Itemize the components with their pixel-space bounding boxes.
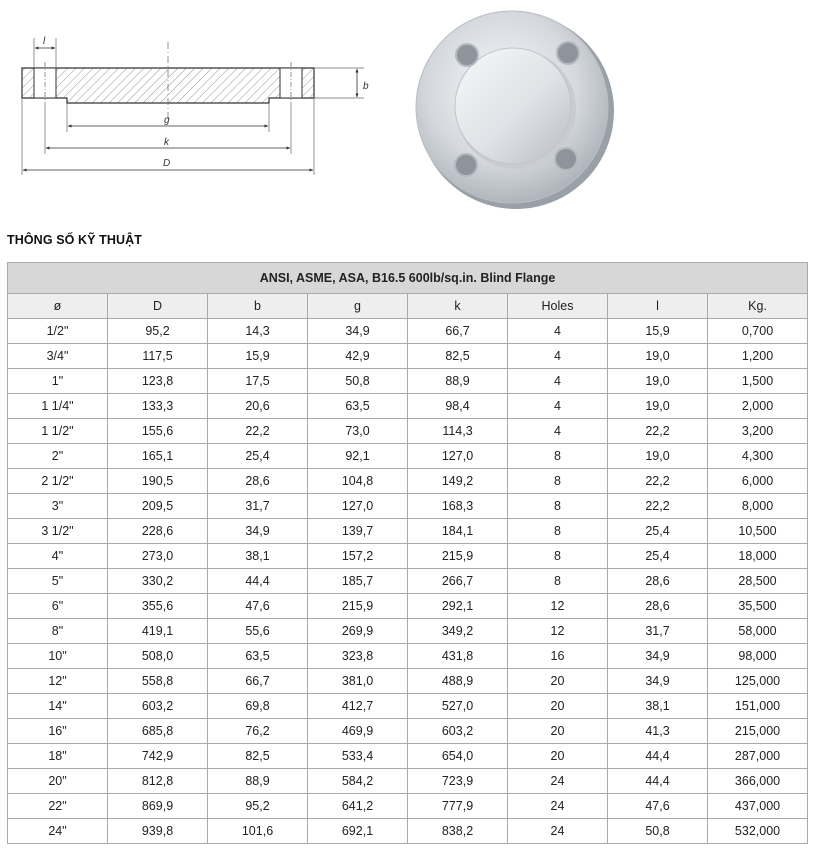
table-cell: 18,000: [708, 544, 808, 569]
table-cell: 44,4: [208, 569, 308, 594]
table-cell: 82,5: [408, 344, 508, 369]
table-cell: 12": [8, 669, 108, 694]
table-cell: 104,8: [308, 469, 408, 494]
table-cell: 939,8: [108, 819, 208, 844]
table-cell: 603,2: [108, 694, 208, 719]
table-cell: 641,2: [308, 794, 408, 819]
table-cell: 35,500: [708, 594, 808, 619]
table-cell: 88,9: [408, 369, 508, 394]
table-row: [8, 444, 808, 469]
table-cell: 8,000: [708, 494, 808, 519]
table-cell: 4: [508, 319, 608, 344]
table-cell: 168,3: [408, 494, 508, 519]
table-row: [8, 669, 808, 694]
table-cell: 19,0: [608, 444, 708, 469]
table-cell: 55,6: [208, 619, 308, 644]
table-cell: 838,2: [408, 819, 508, 844]
table-row: [8, 719, 808, 744]
table-cell: 330,2: [108, 569, 208, 594]
table-cell: 812,8: [108, 769, 208, 794]
table-cell: 24: [508, 819, 608, 844]
table-cell: 114,3: [408, 419, 508, 444]
table-cell: 63,5: [208, 644, 308, 669]
table-cell: 25,4: [608, 544, 708, 569]
table-cell: 1 1/2": [8, 419, 108, 444]
table-cell: 25,4: [608, 519, 708, 544]
table-cell: 19,0: [608, 369, 708, 394]
table-cell: 419,1: [108, 619, 208, 644]
table-cell: 16: [508, 644, 608, 669]
table-cell: 8: [508, 444, 608, 469]
table-cell: 20: [508, 694, 608, 719]
table-cell: 24": [8, 819, 108, 844]
column-header: g: [308, 294, 408, 319]
table-cell: 723,9: [408, 769, 508, 794]
table-cell: 3,200: [708, 419, 808, 444]
table-cell: 117,5: [108, 344, 208, 369]
table-cell: 20": [8, 769, 108, 794]
table-cell: 76,2: [208, 719, 308, 744]
table-cell: 66,7: [208, 669, 308, 694]
table-cell: 20: [508, 744, 608, 769]
table-cell: 41,3: [608, 719, 708, 744]
table-cell: 149,2: [408, 469, 508, 494]
table-cell: 692,1: [308, 819, 408, 844]
table-cell: 2": [8, 444, 108, 469]
table-cell: 157,2: [308, 544, 408, 569]
table-cell: 2 1/2": [8, 469, 108, 494]
table-cell: 28,6: [608, 594, 708, 619]
table-cell: 469,9: [308, 719, 408, 744]
table-cell: 22,2: [608, 419, 708, 444]
table-cell: 273,0: [108, 544, 208, 569]
table-cell: 3/4": [8, 344, 108, 369]
table-cell: 50,8: [308, 369, 408, 394]
table-cell: 95,2: [208, 794, 308, 819]
table-cell: 215,9: [408, 544, 508, 569]
table-cell: 6": [8, 594, 108, 619]
table-cell: 12: [508, 594, 608, 619]
table-cell: 184,1: [408, 519, 508, 544]
table-cell: 366,000: [708, 769, 808, 794]
table-cell: 63,5: [308, 394, 408, 419]
table-cell: 88,9: [208, 769, 308, 794]
flange-cross-section-drawing: [14, 28, 384, 178]
table-cell: 18": [8, 744, 108, 769]
table-cell: 412,7: [308, 694, 408, 719]
blind-flange-photo: [412, 5, 617, 210]
table-row: [8, 769, 808, 794]
table-cell: 8: [508, 569, 608, 594]
table-cell: 6,000: [708, 469, 808, 494]
table-row: [8, 819, 808, 844]
section-title: THÔNG SỐ KỸ THUẬT: [7, 233, 143, 247]
column-header: D: [108, 294, 208, 319]
table-cell: 25,4: [208, 444, 308, 469]
table-row: [8, 744, 808, 769]
table-row: [8, 394, 808, 419]
dim-label-g: g: [164, 115, 170, 126]
column-header: l: [608, 294, 708, 319]
table-cell: 66,7: [408, 319, 508, 344]
table-cell: 155,6: [108, 419, 208, 444]
table-cell: 127,0: [408, 444, 508, 469]
table-cell: 165,1: [108, 444, 208, 469]
table-cell: 34,9: [208, 519, 308, 544]
table-row: [8, 794, 808, 819]
table-cell: 584,2: [308, 769, 408, 794]
column-header: k: [408, 294, 508, 319]
table-cell: 44,4: [608, 769, 708, 794]
table-cell: 532,000: [708, 819, 808, 844]
table-cell: 133,3: [108, 394, 208, 419]
table-cell: 8: [508, 544, 608, 569]
table-cell: 685,8: [108, 719, 208, 744]
table-cell: 209,5: [108, 494, 208, 519]
table-cell: 19,0: [608, 344, 708, 369]
table-cell: 14,3: [208, 319, 308, 344]
dim-label-b: b: [363, 81, 369, 92]
table-row: [8, 644, 808, 669]
table-cell: 8: [508, 519, 608, 544]
table-cell: 8: [508, 494, 608, 519]
table-cell: 0,700: [708, 319, 808, 344]
table-cell: 82,5: [208, 744, 308, 769]
table-body: [8, 319, 808, 844]
table-cell: 20,6: [208, 394, 308, 419]
table-cell: 50,8: [608, 819, 708, 844]
table-row: [8, 419, 808, 444]
table-cell: 287,000: [708, 744, 808, 769]
table-cell: 654,0: [408, 744, 508, 769]
specification-table: [7, 262, 808, 844]
table-cell: 5": [8, 569, 108, 594]
table-cell: 34,9: [308, 319, 408, 344]
table-cell: 73,0: [308, 419, 408, 444]
column-header: ø: [8, 294, 108, 319]
table-cell: 15,9: [208, 344, 308, 369]
table-cell: 777,9: [408, 794, 508, 819]
table-cell: 98,4: [408, 394, 508, 419]
table-cell: 2,000: [708, 394, 808, 419]
table-cell: 269,9: [308, 619, 408, 644]
table-cell: 44,4: [608, 744, 708, 769]
table-cell: 603,2: [408, 719, 508, 744]
table-title: ANSI, ASME, ASA, B16.5 600lb/sq.in. Blind Flange: [8, 263, 808, 294]
table-cell: 1": [8, 369, 108, 394]
table-cell: 58,000: [708, 619, 808, 644]
table-cell: 14": [8, 694, 108, 719]
table-cell: 28,6: [208, 469, 308, 494]
table-cell: 10": [8, 644, 108, 669]
column-header: Holes: [508, 294, 608, 319]
table-cell: 349,2: [408, 619, 508, 644]
table-cell: 123,8: [108, 369, 208, 394]
table-cell: 20: [508, 719, 608, 744]
table-row: [8, 594, 808, 619]
table-cell: 4: [508, 419, 608, 444]
table-cell: 31,7: [608, 619, 708, 644]
table-cell: 22,2: [608, 494, 708, 519]
dim-label-l: l: [43, 36, 46, 47]
table-cell: 4: [508, 344, 608, 369]
table-cell: 1,200: [708, 344, 808, 369]
table-cell: 20: [508, 669, 608, 694]
table-cell: 28,6: [608, 569, 708, 594]
table-row: [8, 519, 808, 544]
table-cell: 19,0: [608, 394, 708, 419]
table-cell: 8: [508, 469, 608, 494]
table-cell: 4,300: [708, 444, 808, 469]
table-cell: 22,2: [608, 469, 708, 494]
table-cell: 508,0: [108, 644, 208, 669]
table-cell: 4: [508, 369, 608, 394]
table-cell: 17,5: [208, 369, 308, 394]
table-cell: 92,1: [308, 444, 408, 469]
table-row: [8, 319, 808, 344]
table-cell: 185,7: [308, 569, 408, 594]
table-cell: 16": [8, 719, 108, 744]
table-cell: 355,6: [108, 594, 208, 619]
table-row: [8, 694, 808, 719]
table-cell: 10,500: [708, 519, 808, 544]
table-cell: 266,7: [408, 569, 508, 594]
table-cell: 381,0: [308, 669, 408, 694]
table-cell: 24: [508, 769, 608, 794]
table-row: [8, 619, 808, 644]
table-cell: 101,6: [208, 819, 308, 844]
column-header: Kg.: [708, 294, 808, 319]
table-cell: 488,9: [408, 669, 508, 694]
table-cell: 292,1: [408, 594, 508, 619]
table-cell: 431,8: [408, 644, 508, 669]
table-cell: 558,8: [108, 669, 208, 694]
table-cell: 47,6: [608, 794, 708, 819]
table-row: [8, 544, 808, 569]
table-row: [8, 494, 808, 519]
table-cell: 47,6: [208, 594, 308, 619]
table-cell: 24: [508, 794, 608, 819]
table-cell: 98,000: [708, 644, 808, 669]
table-cell: 151,000: [708, 694, 808, 719]
table-cell: 95,2: [108, 319, 208, 344]
table-row: [8, 344, 808, 369]
table-cell: 42,9: [308, 344, 408, 369]
table-cell: 69,8: [208, 694, 308, 719]
dim-label-D: D: [163, 158, 171, 169]
table-cell: 533,4: [308, 744, 408, 769]
column-header: b: [208, 294, 308, 319]
table-cell: 228,6: [108, 519, 208, 544]
table-cell: 34,9: [608, 644, 708, 669]
table-cell: 34,9: [608, 669, 708, 694]
table-row: [8, 569, 808, 594]
table-cell: 8": [8, 619, 108, 644]
table-cell: 15,9: [608, 319, 708, 344]
table-cell: 139,7: [308, 519, 408, 544]
table-cell: 1/2": [8, 319, 108, 344]
table-header-row: [8, 294, 808, 319]
table-cell: 3": [8, 494, 108, 519]
table-cell: 125,000: [708, 669, 808, 694]
table-cell: 22": [8, 794, 108, 819]
table-cell: 742,9: [108, 744, 208, 769]
table-cell: 31,7: [208, 494, 308, 519]
table-cell: 4": [8, 544, 108, 569]
table-cell: 190,5: [108, 469, 208, 494]
table-cell: 38,1: [208, 544, 308, 569]
table-cell: 1 1/4": [8, 394, 108, 419]
dim-label-k: k: [164, 137, 169, 148]
table-row: [8, 469, 808, 494]
table-cell: 1,500: [708, 369, 808, 394]
table-cell: 3 1/2": [8, 519, 108, 544]
table-cell: 12: [508, 619, 608, 644]
table-cell: 869,9: [108, 794, 208, 819]
table-row: [8, 369, 808, 394]
table-cell: 127,0: [308, 494, 408, 519]
table-cell: 323,8: [308, 644, 408, 669]
table-cell: 28,500: [708, 569, 808, 594]
table-cell: 38,1: [608, 694, 708, 719]
table-cell: 4: [508, 394, 608, 419]
table-cell: 437,000: [708, 794, 808, 819]
table-cell: 22,2: [208, 419, 308, 444]
table-cell: 527,0: [408, 694, 508, 719]
table-cell: 215,9: [308, 594, 408, 619]
table-cell: 215,000: [708, 719, 808, 744]
